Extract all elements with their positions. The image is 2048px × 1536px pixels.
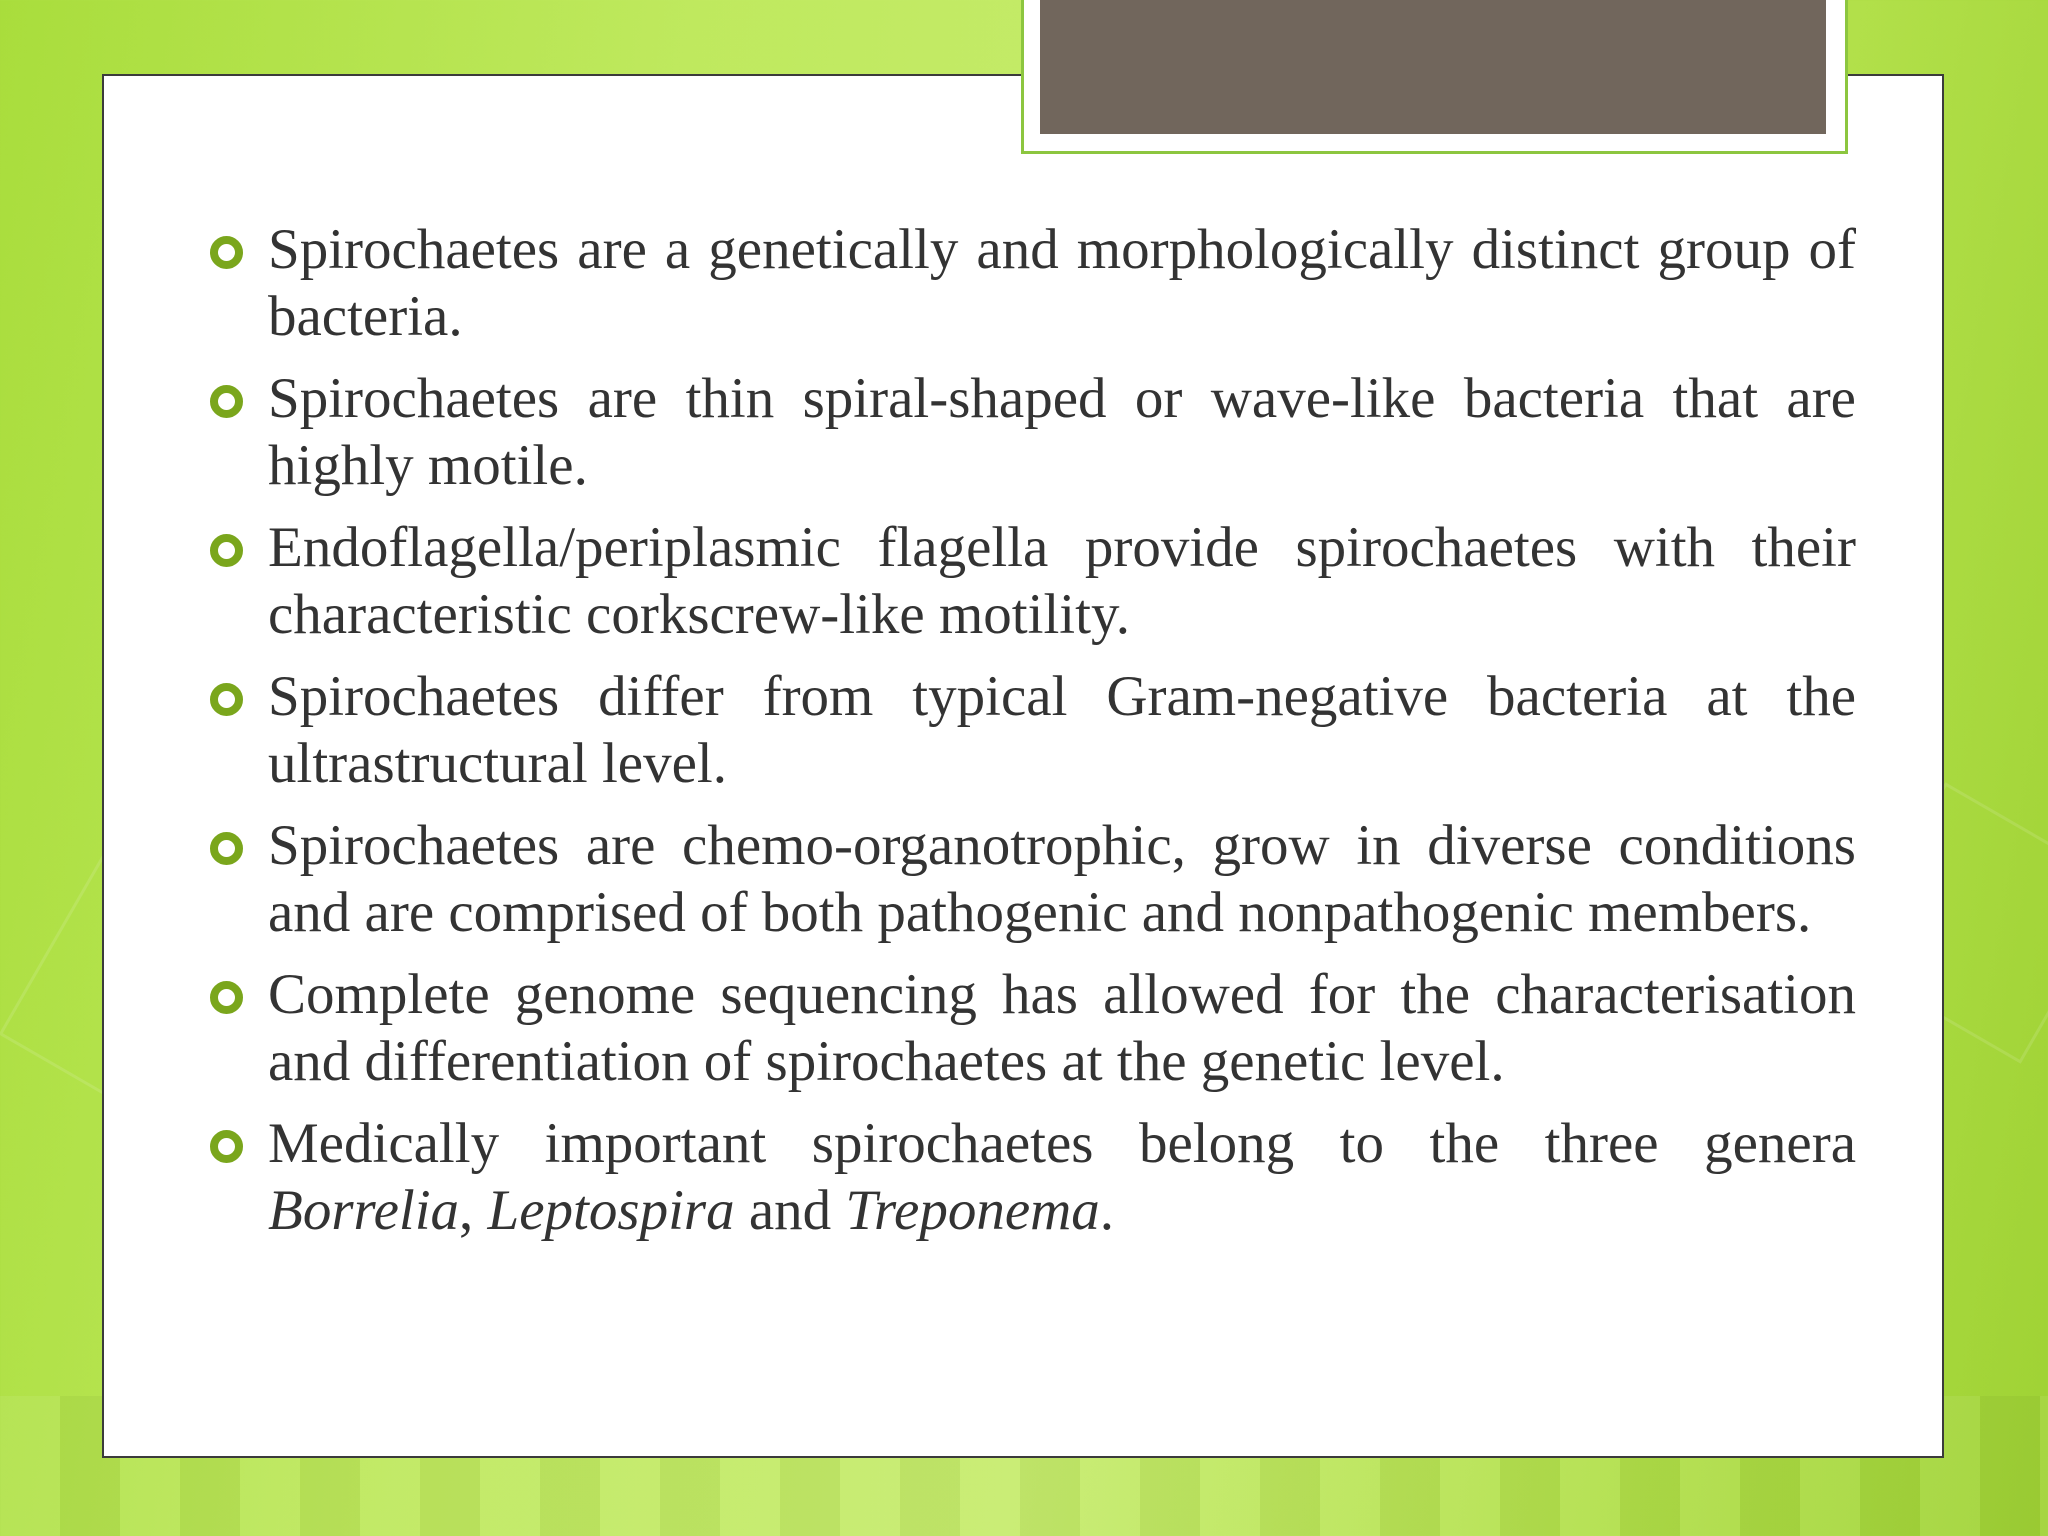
hollow-circle-bullet-icon (210, 236, 243, 269)
separator: and (734, 1179, 846, 1242)
bullet-item (268, 663, 1856, 797)
genus-borrelia: Borrelia (268, 1179, 460, 1242)
bullet-item (268, 514, 1856, 648)
bullet-item (268, 216, 1856, 350)
hollow-circle-bullet-icon (210, 385, 243, 418)
genus-leptospira: Leptospira (487, 1179, 735, 1242)
hollow-circle-bullet-icon (210, 534, 243, 567)
hollow-circle-bullet-icon (210, 981, 243, 1014)
hollow-circle-bullet-icon (210, 1130, 243, 1163)
bullet-text: Endoflagella/periplasmic flagella provide spirochaetes with their characteristic corkscrew-like motility. (268, 516, 1856, 646)
bullet-item (268, 812, 1856, 946)
bullet-item (268, 365, 1856, 499)
title-placeholder-box (1040, 0, 1826, 134)
bullet-item (268, 1110, 1856, 1244)
bullet-text-suffix: . (1099, 1179, 1115, 1242)
bullet-text-prefix: Medically important spirochaetes belong to the three genera (268, 1112, 1856, 1175)
bullet-list (268, 216, 1856, 1259)
bullet-text: Spirochaetes are thin spiral-shaped or wave-like bacteria that are highly motile. (268, 367, 1856, 497)
separator: , (459, 1179, 488, 1242)
genus-treponema: Treponema (845, 1179, 1100, 1242)
bullet-text: Spirochaetes are a genetically and morphologically distinct group of bacteria. (268, 218, 1856, 348)
hollow-circle-bullet-icon (210, 683, 243, 716)
hollow-circle-bullet-icon (210, 832, 243, 865)
bullet-text: Spirochaetes are chemo-organotrophic, grow in diverse conditions and are comprised of both pathogenic and nonpathogenic members. (268, 814, 1856, 944)
bullet-text: Spirochaetes differ from typical Gram-negative bacteria at the ultrastructural level. (268, 665, 1856, 795)
bullet-item (268, 961, 1856, 1095)
bullet-text: Complete genome sequencing has allowed for the characterisation and differentiation of spirochaetes at the genetic level. (268, 963, 1856, 1093)
